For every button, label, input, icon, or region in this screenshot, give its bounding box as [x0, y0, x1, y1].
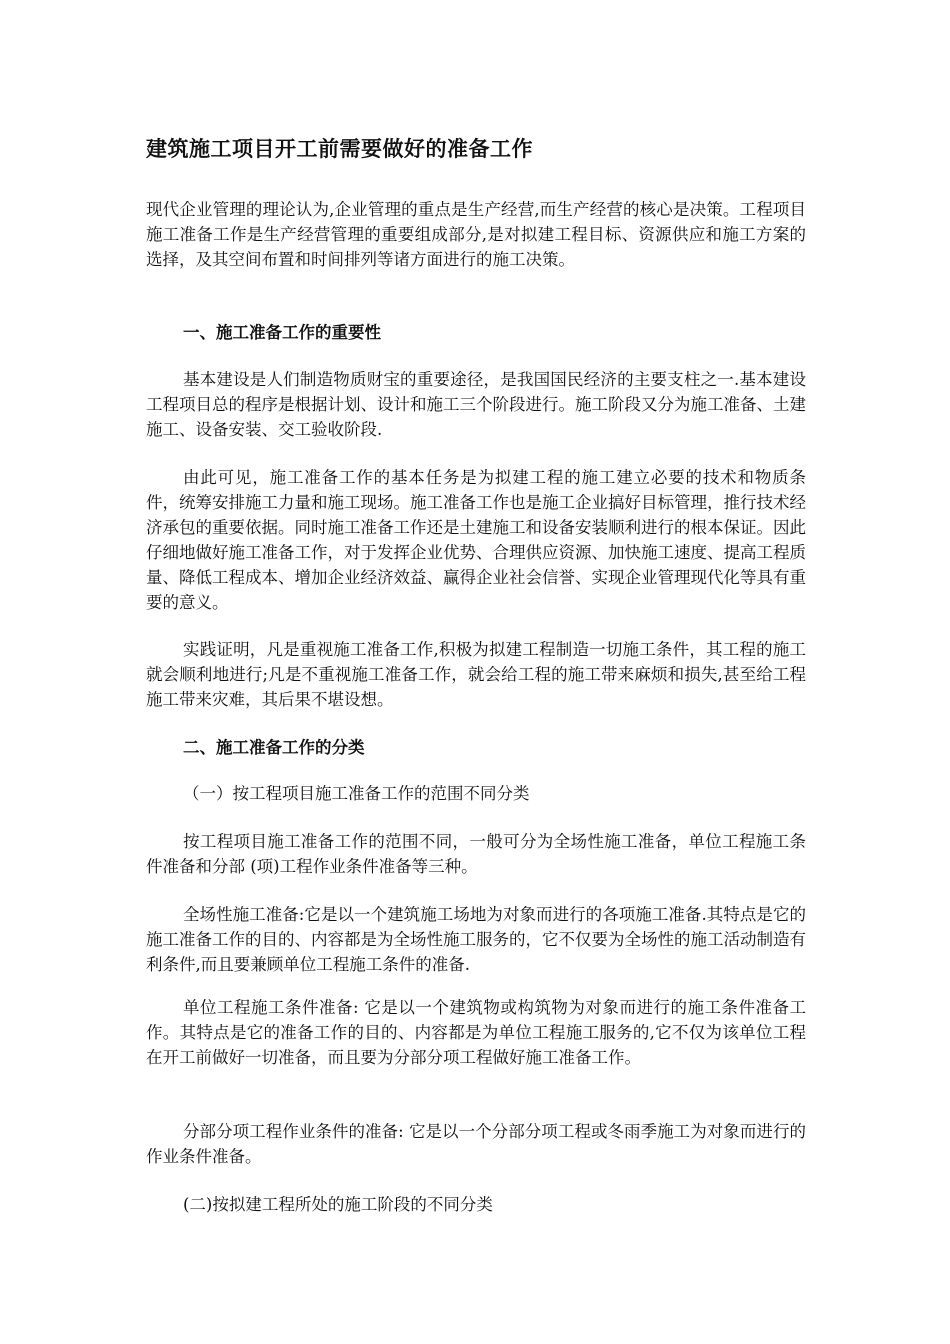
section-1-paragraph-2: 由此可见，施工准备工作的基本任务是为拟建工程的施工建立必要的技术和物质条件，统筹安排施工力量和施工现场。施工准备工作也是施工企业搞好目标管理，推行技术经济承包的重要依据。同时施工准备工作还是土建施工和设备安装顺利进行的根本保证。因此仔细地做好施工准备工作，对于发挥企业优势、合理供应资源、加快施工速度、提高工程质量、降低工程成本、增加企业经济效益、赢得企业社会信誉、实现企业管理现代化等具有重要的意义。	[146, 468, 806, 612]
section-2-heading: 二、施工准备工作的分类	[183, 738, 365, 757]
section-2-paragraph-4: 分部分项工程作业条件的准备: 它是以一个分部分项工程或冬雨季施工为对象而进行的作业条件准备。	[146, 1122, 806, 1166]
section-2-paragraph-2: 全场性施工准备:它是以一个建筑施工场地为对象而进行的各项施工准备.其特点是它的施工准备工作的目的、内容都是为全场性施工服务的，它不仅要为全场性的施工活动制造有利条件,而且要兼顾单位工程施工条件的准备.	[146, 905, 806, 974]
section-2-paragraph-1: 按工程项目施工准备工作的范围不同，一般可分为全场性施工准备，单位工程施工条件准备和分部 (项)工程作业条件准备等三种。	[146, 832, 806, 876]
section-2-subheading-1: （一）按工程项目施工准备工作的范围不同分类	[183, 784, 530, 803]
document-title: 建筑施工项目开工前需要做好的准备工作	[146, 136, 533, 161]
section-1-paragraph-3: 实践证明，凡是重视施工准备工作,积极为拟建工程制造一切施工条件，其工程的施工就会顺利地进行;凡是不重视施工准备工作，就会给工程的施工带来麻烦和损失,甚至给工程施工带来灾难，其后果不堪设想。	[146, 640, 806, 709]
section-1-paragraph-1: 基本建设是人们制造物质财宝的重要途径，是我国国民经济的主要支柱之一.基本建设工程项目总的程序是根据计划、设计和施工三个阶段进行。施工阶段又分为施工准备、土建施工、设备安装、交工验收阶段.	[146, 370, 806, 439]
intro-paragraph: 现代企业管理的理论认为,企业管理的重点是生产经营,而生产经营的核心是决策。工程项目施工准备工作是生产经营管理的重要组成部分,是对拟建工程目标、资源供应和施工方案的选择，及其空间布置和时间排列等诸方面进行的施工决策。	[146, 200, 806, 269]
section-1-heading: 一、施工准备工作的重要性	[183, 323, 381, 342]
section-2-paragraph-3: 单位工程施工条件准备: 它是以一个建筑物或构筑物为对象而进行的施工条件准备工作。其特点是它的准备工作的目的、内容都是为单位工程施工服务的,它不仅为该单位工程在开工前做好一切准备，而且要为分部分项工程做好施工准备工作。	[146, 998, 806, 1067]
section-2-subheading-2: (二)按拟建工程所处的施工阶段的不同分类	[183, 1195, 493, 1214]
